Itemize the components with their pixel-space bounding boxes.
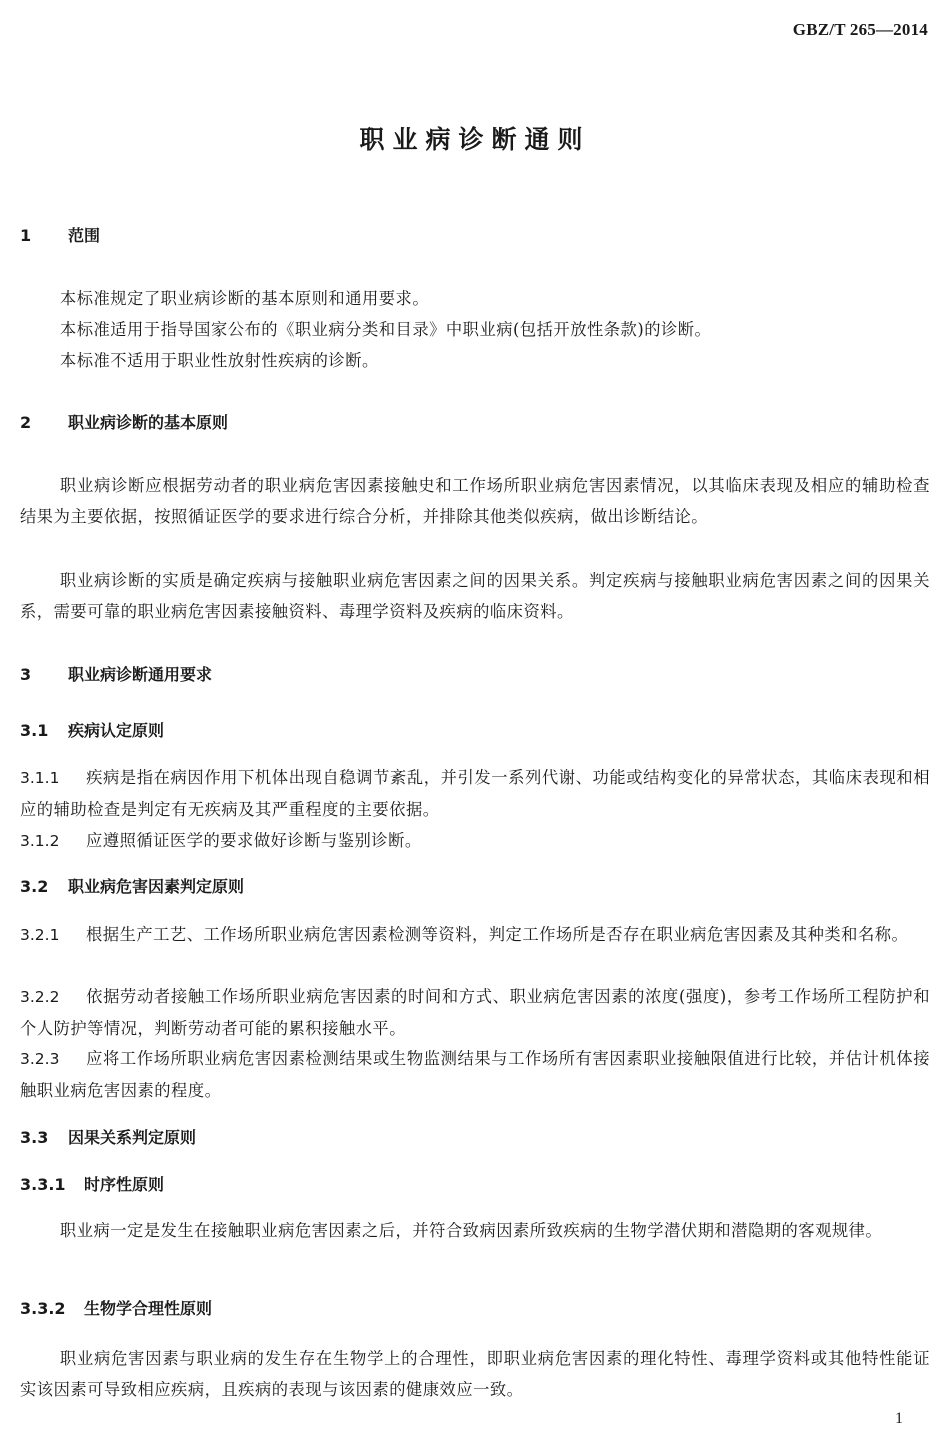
- section-number: 3.1: [20, 721, 49, 740]
- section-title: 范围: [68, 226, 101, 245]
- paragraph: 职业病诊断应根据劳动者的职业病危害因素接触史和工作场所职业病危害因素情况，以其临床表现及相应的辅助检查结果为主要依据，按照循证医学的要求进行综合分析，并排除其他类似疾病，做出诊断结论。: [20, 476, 930, 526]
- paragraph: 本标准不适用于职业性放射性疾病的诊断。: [59, 351, 379, 370]
- standard-number: GBZ/T 265—2014: [792, 20, 928, 39]
- subsection-3-1-heading: [20, 719, 164, 743]
- clause-3-2-3: [20, 1043, 930, 1106]
- section-title: 职业病危害因素判定原则: [68, 877, 245, 896]
- clause-text: 应遵照循证医学的要求做好诊断与鉴别诊断。: [86, 831, 422, 850]
- section-title: 时序性原则: [84, 1175, 165, 1194]
- clause-text: 依据劳动者接触工作场所职业病危害因素的时间和方式、职业病危害因素的浓度(强度)，参考工作场所工程防护和个人防护等情况，判断劳动者可能的累积接触水平。: [20, 987, 930, 1038]
- clause-text: 疾病是指在病因作用下机体出现自稳调节紊乱，并引发一系列代谢、功能或结构变化的异常状态，其临床表现和相应的辅助检查是判定有无疾病及其严重程度的主要依据。: [20, 768, 930, 819]
- section-number: 3.3.1: [20, 1175, 66, 1194]
- clause-number: 3.2.2: [20, 988, 60, 1006]
- section-number: 2: [20, 413, 32, 432]
- clause-text: 应将工作场所职业病危害因素检测结果或生物监测结果与工作场所有害因素职业接触限值进行比较，并估计机体接触职业病危害因素的程度。: [20, 1049, 930, 1100]
- paragraph: 本标准适用于指导国家公布的《职业病分类和目录》中职业病(包括开放性条款)的诊断。: [59, 320, 712, 339]
- document-title: 职业病诊断通则: [359, 125, 591, 154]
- section-title: 生物学合理性原则: [84, 1299, 213, 1318]
- clause-number: 3.1.2: [20, 832, 60, 850]
- section-2-heading: [20, 411, 228, 435]
- section-title: 职业病诊断的基本原则: [68, 413, 229, 432]
- section-number: 1: [20, 226, 32, 245]
- clause-text: 根据生产工艺、工作场所职业病危害因素检测等资料，判定工作场所是否存在职业病危害因素及其种类和名称。: [86, 925, 909, 944]
- section-number: 3.3: [20, 1128, 49, 1147]
- clause-number: 3.1.1: [20, 769, 60, 787]
- section-number: 3.2: [20, 877, 49, 896]
- clause-number: 3.2.3: [20, 1050, 60, 1068]
- subsection-3-3-2-heading: [20, 1297, 212, 1321]
- paragraph: 本标准规定了职业病诊断的基本原则和通用要求。: [59, 289, 430, 308]
- section-number: 3.3.2: [20, 1299, 66, 1318]
- section-title: 职业病诊断通用要求: [68, 665, 213, 684]
- section-3-heading: [20, 663, 212, 687]
- section-title: 疾病认定原则: [68, 721, 165, 740]
- section-number: 3: [20, 665, 32, 684]
- section-title: 因果关系判定原则: [68, 1128, 197, 1147]
- paragraph: 职业病危害因素与职业病的发生存在生物学上的合理性，即职业病危害因素的理化特性、毒理学资料或其他特性能证实该因素可导致相应疾病，且疾病的表现与该因素的健康效应一致。: [20, 1349, 930, 1399]
- clause-3-1-1: [20, 762, 930, 825]
- paragraph: 职业病诊断的实质是确定疾病与接触职业病危害因素之间的因果关系。判定疾病与接触职业病危害因素之间的因果关系，需要可靠的职业病危害因素接触资料、毒理学资料及疾病的临床资料。: [20, 571, 930, 621]
- paragraph: 职业病一定是发生在接触职业病危害因素之后，并符合致病因素所致疾病的生物学潜伏期和潜隐期的客观规律。: [59, 1221, 883, 1240]
- clause-3-2-1: [20, 919, 930, 951]
- page-number: 1: [895, 1410, 903, 1427]
- clause-3-2-2: [20, 981, 930, 1044]
- clause-3-1-2: [20, 825, 930, 857]
- clause-number: 3.2.1: [20, 926, 60, 944]
- section-1-heading: [20, 224, 100, 248]
- subsection-3-3-1-heading: [20, 1173, 164, 1197]
- subsection-3-2-heading: [20, 875, 244, 899]
- subsection-3-3-heading: [20, 1126, 196, 1150]
